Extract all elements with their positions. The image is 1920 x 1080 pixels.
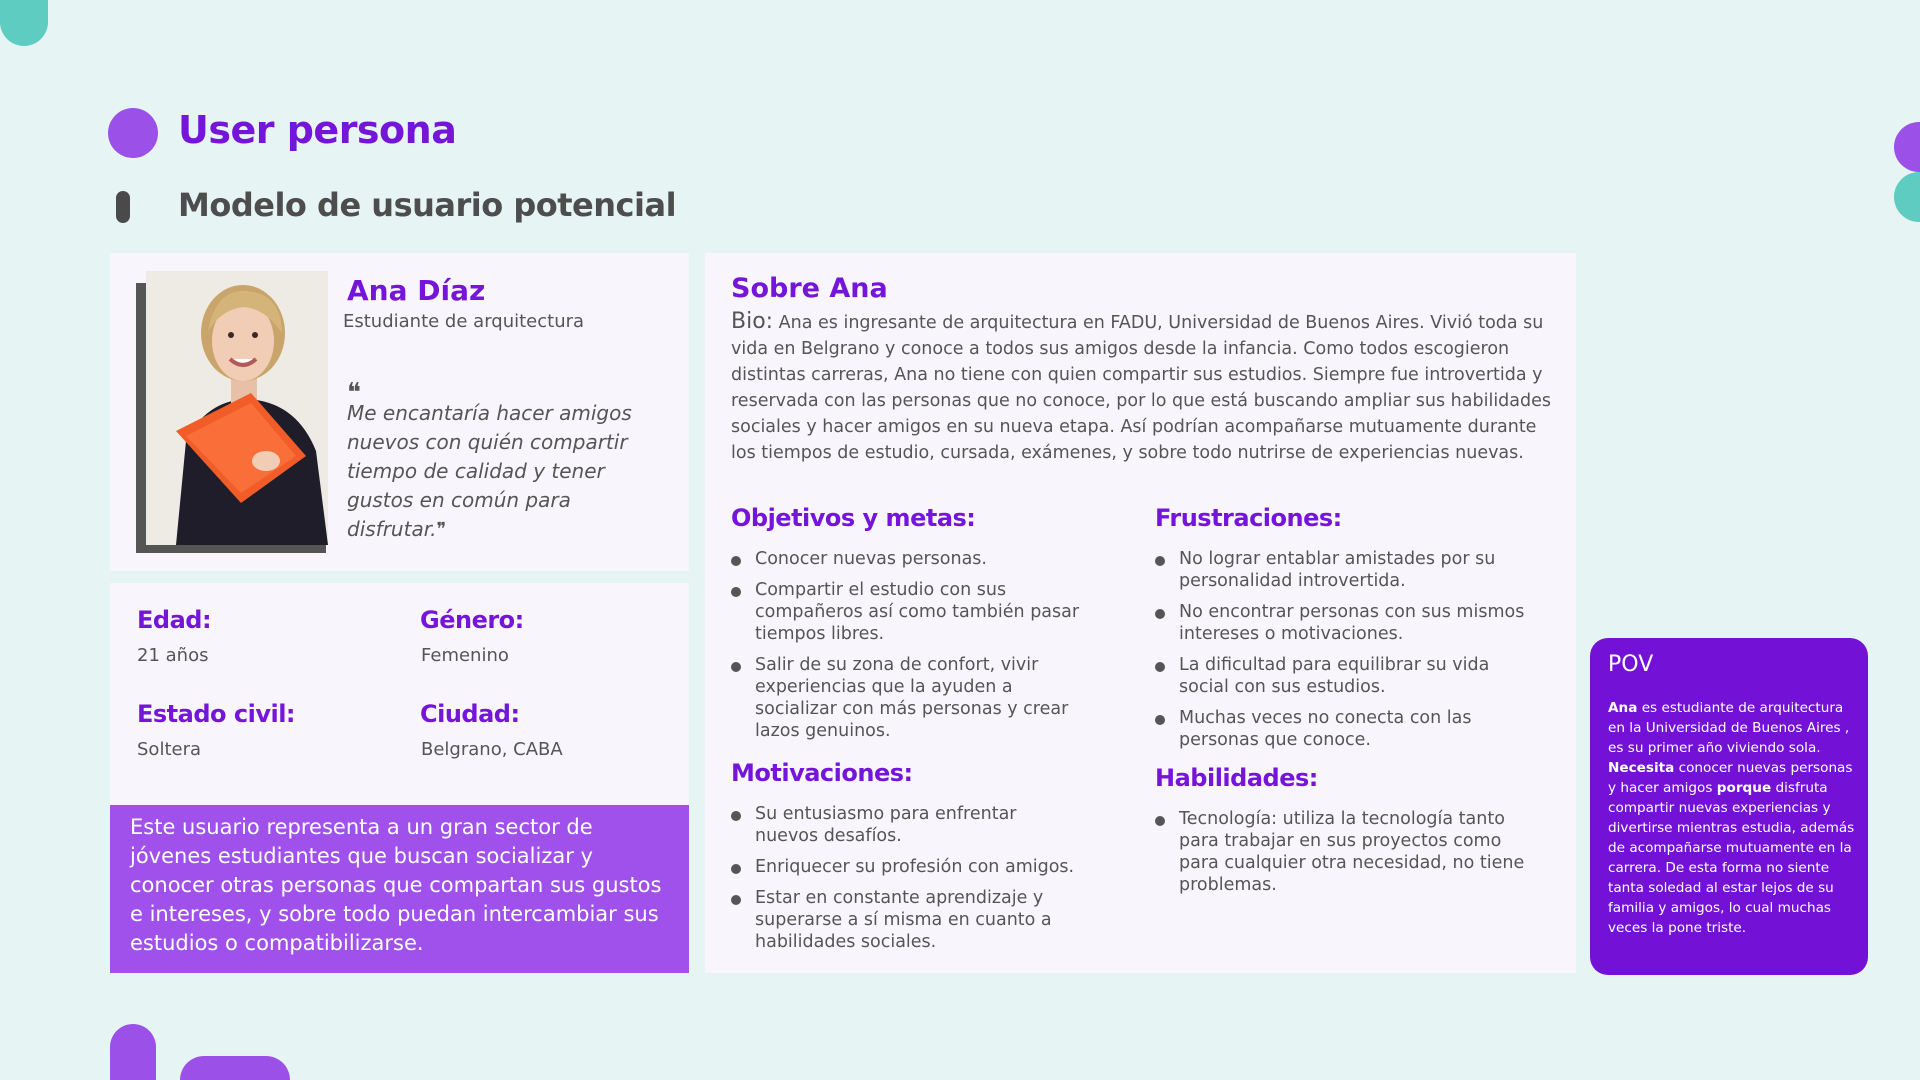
persona-photo [146,271,328,545]
pov-text-2: conocer nuevas personas y hacer amigos [1608,760,1853,796]
about-title: Sobre Ana [731,273,888,304]
close-quote-icon: ❞ [436,519,447,540]
list-item: Compartir el estudio con sus compañeros así como también pasar tiempos libres. [731,579,1096,645]
page-title: User persona [178,108,457,152]
list-item: Su entusiasmo para enfrentar nuevos desafíos. [731,803,1076,847]
list-item: Muchas veces no conecta con las personas que conoce. [1155,707,1530,751]
motivations-list [731,803,1076,962]
about-card [705,253,1576,973]
demographics-card [110,583,689,805]
list-item: No lograr entablar amistades por su personalidad introvertida. [1155,548,1530,592]
summary-text: Este usuario representa a un gran sector de jóvenes estudiantes que buscan socializar y conocer otras personas que compartan sus gustos e intereses, y sobre todo puedan intercambiar sus estudios o compatibilizarse. [130,815,662,955]
open-quote-icon: ❝ [347,378,361,408]
decor-shape-bottom-1 [110,1024,156,1080]
skills-list [1155,808,1530,905]
decor-shape-top-left [0,0,48,46]
persona-quote [347,399,647,544]
goals-list [731,548,1096,751]
decor-shape-right-purple [1894,122,1920,172]
pov-text-1: es estudiante de arquitectura en la Universidad de Buenos Aires , es su primer año viviendo sola. [1608,700,1850,756]
civil-status-value: Soltera [137,739,202,760]
subtitle-bar-decor [116,191,130,223]
goals-title: Objetivos y metas: [731,504,976,532]
gender-label: Género: [420,606,524,634]
city-value: Belgrano, CABA [421,739,563,760]
persona-role: Estudiante de arquitectura [343,311,585,332]
pov-card [1590,638,1868,975]
decor-shape-bottom-2 [180,1056,290,1080]
list-item: La dificultad para equilibrar su vida social con sus estudios. [1155,654,1530,698]
list-item: No encontrar personas con sus mismos intereses o motivaciones. [1155,601,1530,645]
decor-shape-right-teal [1894,172,1920,222]
list-item: Tecnología: utiliza la tecnología tanto para trabajar en sus proyectos como para cualquier otra necesidad, no tiene problemas. [1155,808,1530,896]
pov-title: POV [1608,652,1654,677]
bio-text: Ana es ingresante de arquitectura en FADU, Universidad de Buenos Aires. Vivió toda su vida en Belgrano y conoce a todos sus amigos desde la infancia. Como todos escogieron distintas carreras, Ana no tiene con quien compartir sus estudios. Siempre fue introvertida y reservada con las personas que no conoce, por lo que está buscando ampliar sus habilidades sociales y hacer amigos en su nueva etapa. Así podrían acompañarse mutuamente durante los tiempos de estudio, cursada, exámenes, y sobre todo nutrirse de experiencias nuevas. [731,313,1552,463]
age-value: 21 años [137,645,209,666]
city-label: Ciudad: [420,700,520,728]
frustrations-list [1155,548,1530,760]
list-item: Estar en constante aprendizaje y superarse a sí misma en cuanto a habilidades sociales. [731,887,1076,953]
bio-label: Bio: [731,309,774,334]
profile-card [110,253,689,571]
bio [731,309,1566,466]
pov-because: porque [1716,780,1772,796]
pov-text [1608,698,1856,938]
list-item: Enriquecer su profesión con amigos. [731,856,1076,878]
gender-value: Femenino [421,645,509,666]
summary-card [110,805,689,973]
skills-title: Habilidades: [1155,764,1318,792]
page-subtitle: Modelo de usuario potencial [178,186,677,224]
persona-name: Ana Díaz [347,274,486,307]
list-item: Conocer nuevas personas. [731,548,1096,570]
civil-status-label: Estado civil: [137,700,296,728]
title-dot-decor [108,108,158,158]
motivations-title: Motivaciones: [731,759,913,787]
pov-needs: Necesita [1608,760,1675,776]
list-item: Salir de su zona de confort, vivir experiencias que la ayuden a socializar con más personas y crear lazos genuinos. [731,654,1096,742]
age-label: Edad: [137,606,212,634]
quote-text: Me encantaría hacer amigos nuevos con quién compartir tiempo de calidad y tener gustos en común para disfrutar. [347,401,632,541]
frustrations-title: Frustraciones: [1155,504,1342,532]
pov-text-3: disfruta compartir nuevas experiencias y divertirse mientras estudia, además de acompañarse mutuamente en la carrera. De esta forma no siente tanta soledad al estar lejos de su familia y amigos, lo cual muchas veces la pone triste. [1608,780,1855,936]
pov-name: Ana [1608,700,1638,716]
